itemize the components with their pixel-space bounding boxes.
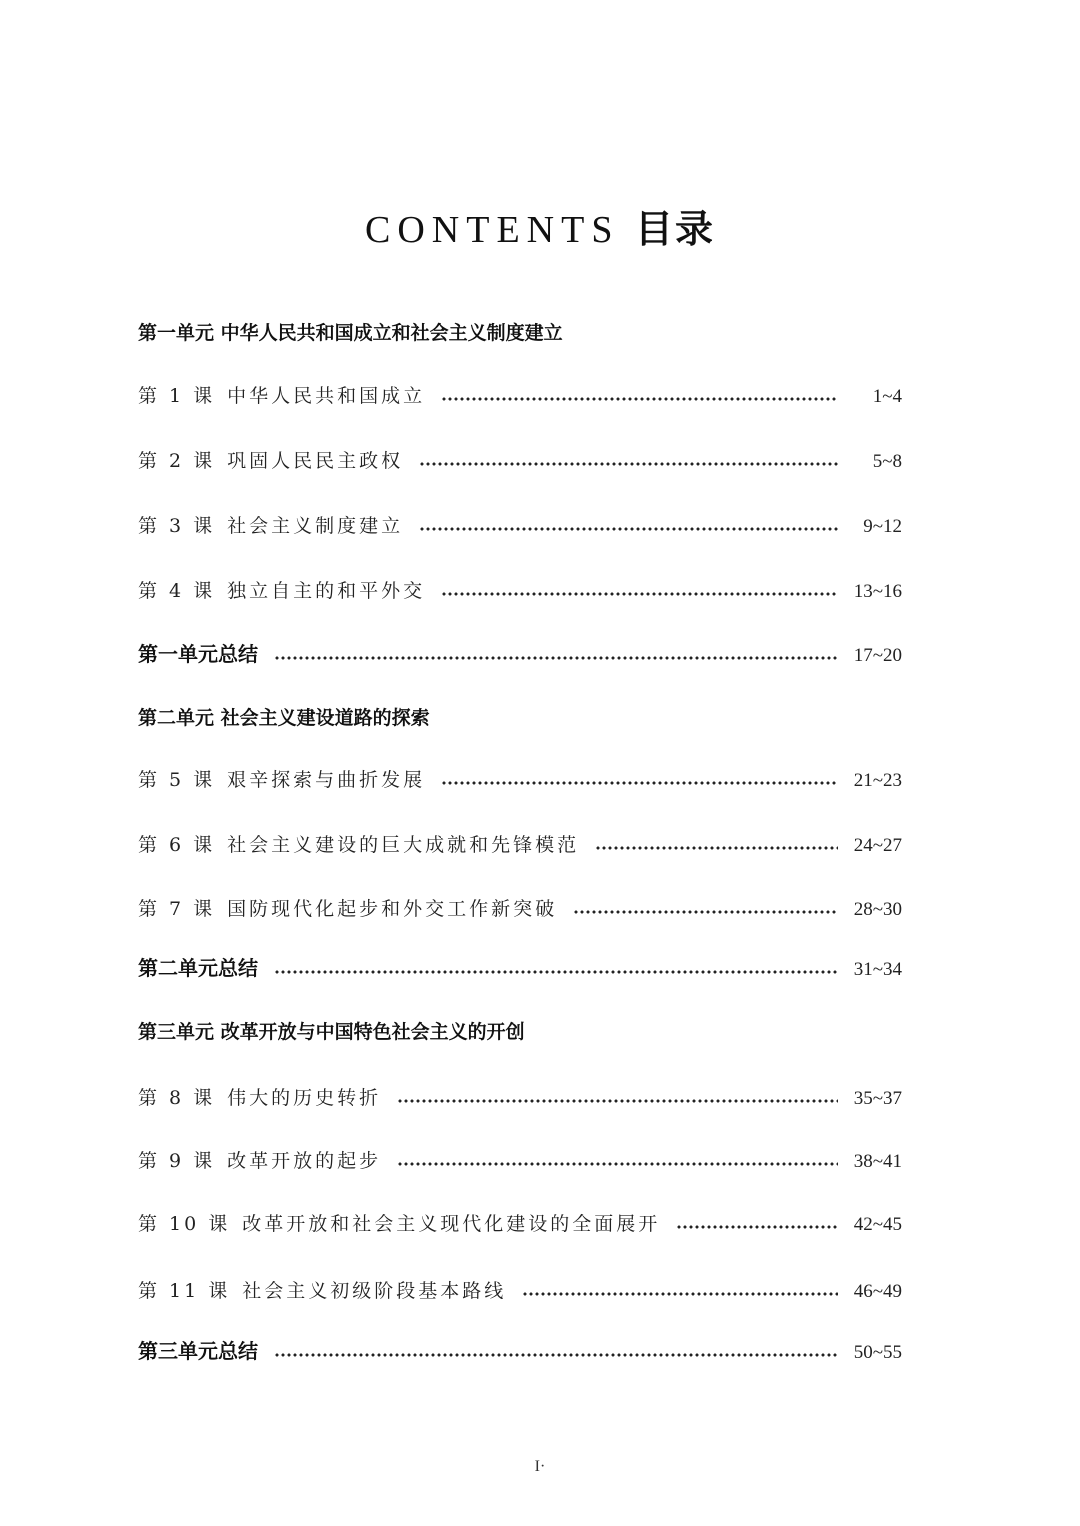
lesson-label: 第 9 课 改革开放的起步 [138, 1150, 382, 1172]
dot-leader [419, 527, 838, 531]
summary-label: 第三单元总结 [138, 1339, 258, 1363]
toc-entry-lesson-4[interactable] [138, 573, 902, 603]
lesson-label: 第 2 课 巩固人民民主政权 [138, 450, 404, 472]
dot-leader [522, 1292, 838, 1296]
toc-entry-lesson-7[interactable] [138, 891, 902, 921]
dot-leader [397, 1162, 838, 1166]
toc-entry-lesson-6[interactable] [138, 827, 902, 857]
page-range: 17~20 [853, 645, 902, 666]
toc-entry-lesson-1[interactable] [138, 378, 902, 408]
toc-entry-lesson-10[interactable] [138, 1206, 902, 1236]
toc-entry-lesson-11[interactable] [138, 1273, 902, 1303]
dot-leader [441, 397, 838, 401]
lesson-label: 第 1 课 中华人民共和国成立 [138, 385, 426, 407]
title-chinese: 目录 [634, 207, 715, 251]
page-range: 21~23 [853, 770, 902, 791]
unit-heading-3: 第三单元 改革开放与中国特色社会主义的开创 [138, 1021, 525, 1043]
page-range: 46~49 [853, 1281, 902, 1302]
dot-leader [274, 656, 838, 660]
lesson-label: 第 8 课 伟大的历史转折 [138, 1087, 382, 1109]
dot-leader [274, 970, 838, 974]
toc-entry-lesson-8[interactable] [138, 1080, 902, 1110]
toc-entry-lesson-9[interactable] [138, 1143, 902, 1173]
toc-entry-lesson-3[interactable] [138, 508, 902, 538]
dot-leader [274, 1353, 838, 1357]
page-range: 42~45 [853, 1214, 902, 1235]
summary-label: 第一单元总结 [138, 642, 258, 666]
toc-entry-lesson-2[interactable] [138, 443, 902, 473]
page-range: 35~37 [853, 1088, 902, 1109]
dot-leader [441, 781, 838, 785]
lesson-label: 第 5 课 艰辛探索与曲折发展 [138, 769, 426, 791]
dot-leader [441, 592, 838, 596]
page-range: 1~4 [872, 386, 902, 407]
dot-leader [419, 462, 838, 466]
toc-entry-lesson-5[interactable] [138, 762, 902, 792]
dot-leader [676, 1225, 838, 1229]
dot-leader [595, 846, 838, 850]
toc-entry-unit-1-summary[interactable] [138, 637, 902, 667]
dot-leader [397, 1099, 838, 1103]
lesson-label: 第 7 课 国防现代化起步和外交工作新突破 [138, 898, 558, 920]
summary-label: 第二单元总结 [138, 956, 258, 980]
toc-entry-unit-2-summary[interactable] [138, 951, 902, 981]
page-range: 50~55 [853, 1342, 902, 1363]
title-english: CONTENTS [365, 209, 620, 251]
page-range: 5~8 [872, 451, 902, 472]
page-number: I· [534, 1458, 546, 1475]
lesson-label: 第 6 课 社会主义建设的巨大成就和先锋模范 [138, 834, 580, 856]
page-title [0, 198, 1080, 253]
lesson-label: 第 11 课 社会主义初级阶段基本路线 [138, 1280, 507, 1302]
page-range: 38~41 [853, 1151, 902, 1172]
page-range: 28~30 [853, 899, 902, 920]
unit-heading-1: 第一单元 中华人民共和国成立和社会主义制度建立 [138, 322, 563, 344]
page-range: 9~12 [863, 516, 902, 537]
page-range: 13~16 [853, 581, 902, 602]
page-range: 24~27 [853, 835, 902, 856]
lesson-label: 第 4 课 独立自主的和平外交 [138, 580, 426, 602]
lesson-label: 第 10 课 改革开放和社会主义现代化建设的全面展开 [138, 1213, 661, 1235]
dot-leader [573, 910, 838, 914]
page-range: 31~34 [853, 959, 902, 980]
toc-entry-unit-3-summary[interactable] [138, 1334, 902, 1364]
lesson-label: 第 3 课 社会主义制度建立 [138, 515, 404, 537]
unit-heading-2: 第二单元 社会主义建设道路的探索 [138, 707, 430, 729]
